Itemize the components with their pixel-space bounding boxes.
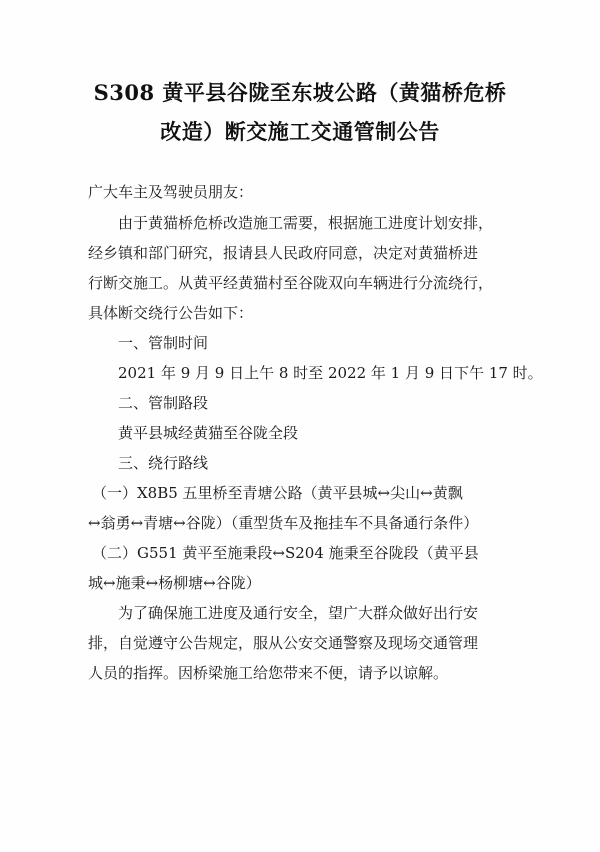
notice-title-line-2: 改造）断交施工交通管制公告 xyxy=(160,119,440,144)
section-3-heading: 三、绕行路线 xyxy=(118,454,209,472)
greeting: 广大车主及驾驶员朋友： xyxy=(88,183,254,201)
route-1-line-1: （一）X8B5 五里桥至青塘公路（黄平县城↔尖山↔黄飘 xyxy=(92,484,463,502)
section-1-content: 2021 年 9 月 9 日上午 8 时至 2022 年 1 月 9 日下午 17 时。 xyxy=(118,364,543,382)
section-2-heading: 二、管制路段 xyxy=(118,394,209,412)
intro-line-2: 经乡镇和部门研究，报请县人民政府同意，决定对黄猫桥进 xyxy=(88,244,479,262)
route-2-line-2: 城↔施秉↔杨柳塘↔谷陇） xyxy=(88,574,261,592)
intro-line-3: 行断交施工。从黄平经黄猫村至谷陇双向车辆进行分流绕行， xyxy=(88,274,494,292)
notice-title-line-1: S308 黄平县谷陇至东坡公路（黄猫桥危桥 xyxy=(93,80,507,105)
closing-line-1: 为了确保施工进度及通行安全，望广大群众做好出行安 xyxy=(118,604,479,622)
section-1-heading: 一、管制时间 xyxy=(118,334,209,352)
closing-line-3: 人员的指挥。因桥梁施工给您带来不便，请予以谅解。 xyxy=(88,664,449,682)
route-2-line-1: （二）G551 黄平至施秉段↔S204 施秉至谷陇段（黄平县 xyxy=(92,544,479,562)
section-2-content: 黄平县城经黄猫至谷陇全段 xyxy=(118,424,299,442)
intro-line-4: 具体断交绕行公告如下： xyxy=(88,304,254,322)
intro-line-1: 由于黄猫桥危桥改造施工需要，根据施工进度计划安排， xyxy=(118,214,494,232)
route-1-line-2: ↔翁勇↔青塘↔谷陇）（重型货车及拖挂车不具备通行条件） xyxy=(88,514,479,532)
closing-line-2: 排，自觉遵守公告规定，服从公安交通警察及现场交通管理 xyxy=(88,634,479,652)
